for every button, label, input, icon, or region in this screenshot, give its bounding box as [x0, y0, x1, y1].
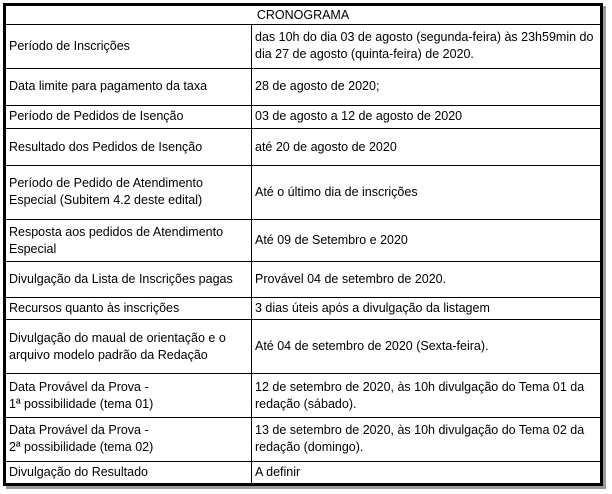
- row-label: Divulgação do maual de orientação e o arquivo modelo padrão da Redação: [6, 320, 252, 374]
- row-label: Período de Pedido de Atendimento Especial (Subitem 4.2 deste edital): [6, 166, 252, 220]
- schedule-table-frame: [3, 3, 603, 486]
- table-row: [6, 298, 601, 320]
- row-value: Provável 04 de setembro de 2020.: [252, 262, 601, 298]
- row-label: Divulgação da Lista de Inscrições pagas: [6, 262, 252, 298]
- row-value: 12 de setembro de 2020, às 10h divulgação do Tema 01 da redação (sábado).: [252, 374, 601, 418]
- row-label: Resultado dos Pedidos de Isenção: [6, 129, 252, 166]
- row-value: Até o último dia de inscrições: [252, 166, 601, 220]
- table-row: [6, 417, 601, 461]
- row-value: Até 04 de setembro de 2020 (Sexta-feira).: [252, 320, 601, 374]
- row-value: A definir: [252, 461, 601, 483]
- row-label: Data Provável da Prova - 2ª possibilidade (tema 02): [6, 417, 252, 461]
- row-label: Divulgação do Resultado: [6, 461, 252, 483]
- row-value: 03 de agosto a 12 de agosto de 2020: [252, 105, 601, 129]
- table-row: [6, 105, 601, 129]
- table-row: [6, 25, 601, 69]
- table-row: [6, 68, 601, 105]
- table-row: [6, 166, 601, 220]
- schedule-table: [5, 5, 601, 484]
- table-row: [6, 320, 601, 374]
- table-title: CRONOGRAMA: [6, 6, 601, 25]
- row-value: 3 dias úteis após a divulgação da listagem: [252, 298, 601, 320]
- table-row: [6, 129, 601, 166]
- table-row: [6, 461, 601, 483]
- row-value: das 10h do dia 03 de agosto (segunda-feira) às 23h59min do dia 27 de agosto (quinta-feira) de 2020.: [252, 25, 601, 69]
- table-row: [6, 219, 601, 262]
- row-label: Período de Inscrições: [6, 25, 252, 69]
- row-value: 28 de agosto de 2020;: [252, 68, 601, 105]
- row-value: Até 09 de Setembro e 2020: [252, 219, 601, 262]
- row-label: Resposta aos pedidos de Atendimento Especial: [6, 219, 252, 262]
- table-row: [6, 262, 601, 298]
- row-label: Data limite para pagamento da taxa: [6, 68, 252, 105]
- row-label: Recursos quanto às inscrições: [6, 298, 252, 320]
- table-row: [6, 374, 601, 418]
- row-label: Período de Pedidos de Isenção: [6, 105, 252, 129]
- row-value: até 20 de agosto de 2020: [252, 129, 601, 166]
- row-value: 13 de setembro de 2020, às 10h divulgação do Tema 02 da redação (domingo).: [252, 417, 601, 461]
- row-label: Data Provável da Prova - 1ª possibilidade (tema 01): [6, 374, 252, 418]
